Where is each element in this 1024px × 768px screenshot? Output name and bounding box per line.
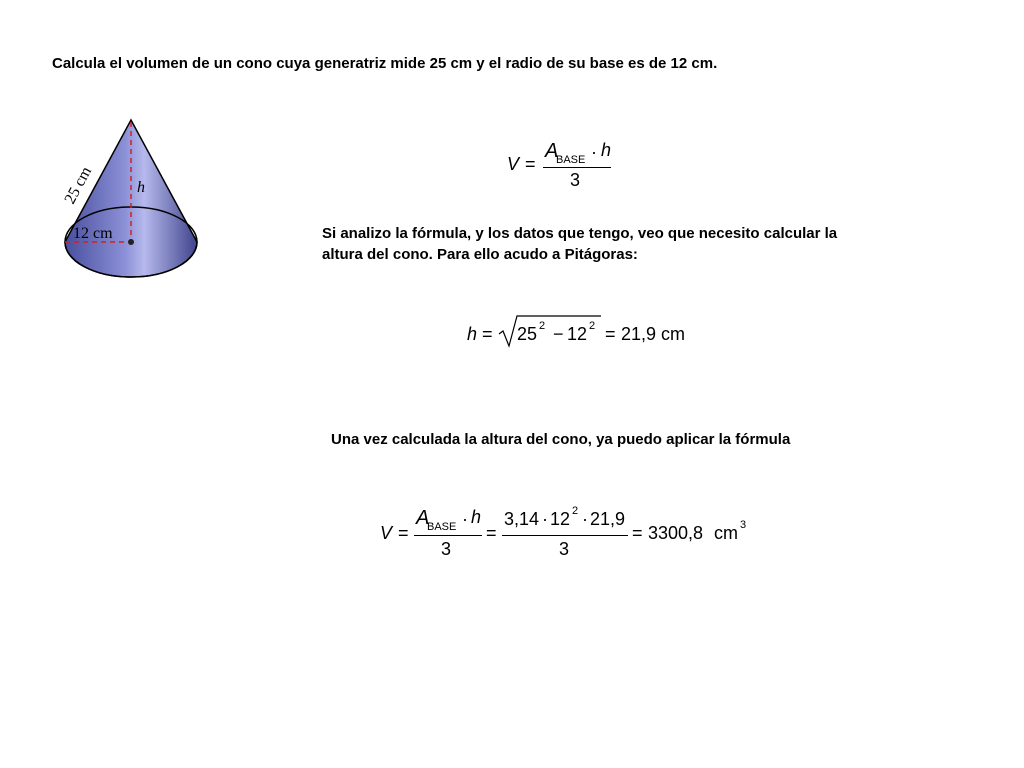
center-dot <box>128 239 134 245</box>
pyth-result: 21,9 <box>621 324 657 344</box>
final-lhs: V <box>380 523 393 543</box>
problem-statement: Calcula el volumen de un cono cuya generatriz mide 25 cm y el radio de su base es de 12 cm. <box>52 55 718 72</box>
final-num-pi: 3,14 <box>504 509 540 529</box>
pyth-exp2: 2 <box>589 320 596 332</box>
area-subscript: BASE <box>556 154 586 166</box>
pyth-unit: cm <box>661 324 685 344</box>
final-formula <box>378 505 758 565</box>
final-area-subscript: BASE <box>427 521 457 533</box>
final-dot: · <box>462 509 468 529</box>
final-num-radius: 12 <box>550 509 571 529</box>
radius-label: 12 cm <box>73 225 113 242</box>
conclusion-paragraph: Una vez calculada la altura del cono, ya puedo aplicar la fórmula <box>331 431 791 448</box>
volume-denominator: 3 <box>570 170 581 190</box>
height-symbol: h <box>601 140 612 160</box>
volume-formula <box>505 138 625 194</box>
pyth-base2: 12 <box>567 324 588 344</box>
final-unit: cm <box>714 523 738 543</box>
pyth-equals: = <box>482 324 493 344</box>
pyth-lhs: h <box>467 324 478 344</box>
fraction-bar <box>543 167 611 168</box>
final-result: 3300,8 <box>648 523 704 543</box>
volume-lhs: V <box>507 154 520 174</box>
dot-operator: · <box>591 142 597 162</box>
volume-equals: = <box>525 154 536 174</box>
generatrix-label: 25 cm <box>61 163 96 207</box>
final-num-dot1: · <box>542 509 548 529</box>
final-denominator1: 3 <box>441 539 452 559</box>
final-denominator2: 3 <box>559 539 570 559</box>
area-symbol: A <box>545 140 559 162</box>
pyth-minus: − <box>553 324 564 344</box>
final-fraction-bar-2 <box>502 535 628 536</box>
final-area-symbol: A <box>416 507 430 529</box>
final-num-dot2: · <box>582 509 588 529</box>
final-num-height: 21,9 <box>590 509 626 529</box>
final-num-exp: 2 <box>572 505 579 517</box>
pyth-base1: 25 <box>517 324 538 344</box>
pyth-exp1: 2 <box>539 320 546 332</box>
analysis-paragraph: Si analizo la fórmula, y los datos que tengo, veo que necesito calcular la altura del cono. Para ello acudo a Pitágoras: <box>322 225 838 263</box>
pyth-equals2: = <box>605 324 616 344</box>
cone-diagram <box>55 110 215 290</box>
sqrt-radical <box>497 314 603 348</box>
pythagoras-formula <box>467 314 697 350</box>
final-fraction-bar-1 <box>414 535 482 536</box>
final-height-symbol: h <box>471 507 482 527</box>
final-eq2: = <box>486 523 497 543</box>
final-eq1: = <box>398 523 409 543</box>
height-label: h <box>137 179 145 196</box>
final-unit-exp: 3 <box>740 519 747 531</box>
final-eq3: = <box>632 523 643 543</box>
